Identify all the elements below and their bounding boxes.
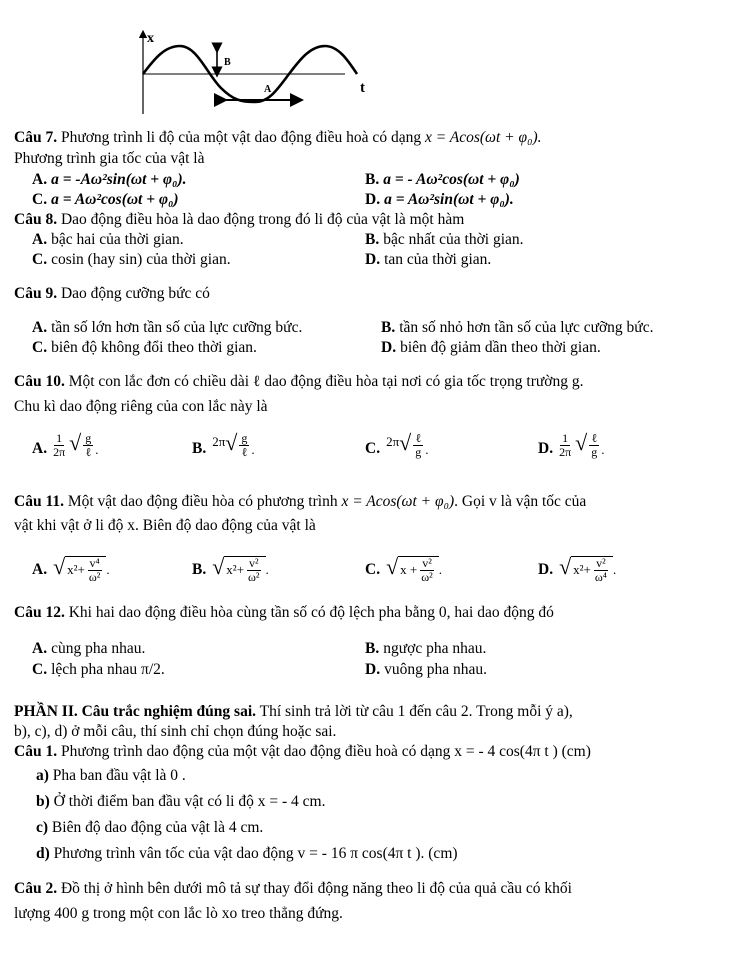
q11-option-d: D. √ x²+ $\frac{\text{v²}}{\text{ω⁴}}$ . — [538, 554, 617, 584]
q12-number: Câu 12. — [14, 604, 65, 621]
q7-option-b: B. a = - Aω²cos(ωt + φ₀) — [365, 171, 520, 188]
q10-stem-line2: Chu kì dao động riêng của con lắc này là — [14, 398, 268, 415]
q12-option-b: B. ngược pha nhau. — [365, 640, 487, 657]
q11-stem-line2: vật khi vật ở li độ x. Biên độ dao động của vật là — [14, 517, 316, 534]
label-b: B — [224, 57, 231, 68]
q8-option-a: A. bậc hai của thời gian. — [32, 231, 184, 248]
q9-option-d: D. biên độ giảm dần theo thời gian. — [381, 339, 601, 356]
q10-option-c: C. 2π √ $\frac{\text{ℓ}}{g}$ . — [365, 430, 429, 459]
q9-number: Câu 9. — [14, 285, 58, 302]
q7-formula: x = Acos(ωt + φ₀). — [424, 129, 542, 146]
axis-x-label: x — [147, 31, 154, 46]
q12-stem: Câu 12. Khi hai dao động điều hòa cùng tần số có độ lệch pha bằng 0, hai dao động đó — [14, 604, 554, 621]
axis-t-label: t — [360, 80, 365, 96]
q9-option-b: B. tần số nhỏ hơn tần số của lực cưỡng bức. — [381, 319, 654, 336]
q7-option-c: C. a = Aω²cos(ωt + φ₀) — [32, 191, 179, 208]
q11-number: Câu 11. — [14, 493, 64, 510]
q8-option-b: B. bậc nhất của thời gian. — [365, 231, 524, 248]
tf1-statement-c: c) Biên độ dao động của vật là 4 cm. — [36, 819, 264, 836]
q9-option-c: C. biên độ không đổi theo thời gian. — [32, 339, 257, 356]
q8-option-c: C. cosin (hay sin) của thời gian. — [32, 251, 231, 268]
tf1-statement-a: a) Pha ban đầu vật là 0 . — [36, 767, 186, 784]
q11-option-c: C. √ x + $\frac{\text{v²}}{\text{ω²}}$ . — [365, 554, 442, 584]
q9-stem: Câu 9. Dao động cưỡng bức có — [14, 285, 210, 302]
q12-option-d: D. vuông pha nhau. — [365, 661, 487, 678]
q10-option-d: D. $\frac{1}{2\pi}$ √ $\frac{\text{ℓ}}{g}$ . — [538, 430, 605, 459]
tf1-number: Câu 1. — [14, 743, 58, 760]
q8-number: Câu 8. — [14, 211, 58, 228]
q7-stem: Câu 7. Phương trình li độ của một vật dao động điều hoà có dạng x = Acos(ωt + φ₀). — [14, 129, 542, 146]
tf1-stem: Câu 1. Phương trình dao động của một vật dao động điều hoà có dạng x = - 4 cos(4π t ) (cm) — [14, 743, 591, 760]
q12-option-a: A. cùng pha nhau. — [32, 640, 146, 657]
q11-option-b: B. √ x²+ $\frac{\text{v²}}{\text{ω²}}$ . — [192, 554, 269, 584]
q11-stem: Câu 11. Một vật dao động điều hòa có phương trình x = Acos(ωt + φ₀). Gọi v là vận tốc của — [14, 493, 587, 510]
tf2-stem-line2: lượng 400 g trong một con lắc lò xo treo thẳng đứng. — [14, 905, 343, 922]
q12-option-c: C. lệch pha nhau π/2. — [32, 661, 165, 678]
q7-option-a: A. a = -Aω²sin(ωt + φ₀). — [32, 171, 187, 188]
label-a: A — [264, 84, 272, 95]
tf2-stem: Câu 2. Đồ thị ở hình bên dưới mô tả sự thay đổi động năng theo li độ của quả cầu có khối — [14, 880, 572, 897]
q7-number: Câu 7. — [14, 129, 58, 146]
part2-heading: PHẦN II. Câu trắc nghiệm đúng sai. Thí sinh trả lời từ câu 1 đến câu 2. Trong mỗi ý a), — [14, 703, 573, 720]
q10-stem: Câu 10. Một con lắc đơn có chiều dài ℓ dao động điều hòa tại nơi có gia tốc trọng trường g. — [14, 373, 584, 390]
wave-figure — [135, 28, 385, 116]
q10-option-b: B. 2π √ $\frac{g}{\text{ℓ}}$ . — [192, 430, 255, 459]
q7-stem-line2: Phương trình gia tốc của vật là — [14, 150, 205, 167]
q8-stem: Câu 8. Dao động điều hòa là dao động trong đó li độ của vật là một hàm — [14, 211, 465, 228]
tf2-number: Câu 2. — [14, 880, 58, 897]
q11-option-a: A. √ x²+ $\frac{\text{v⁴}}{\text{ω²}}$ . — [32, 554, 110, 584]
tf1-statement-b: b) Ở thời điểm ban đầu vật có li độ x = - 4 cm. — [36, 793, 326, 810]
q8-option-d: D. tan của thời gian. — [365, 251, 492, 268]
tf1-statement-d: d) Phương trình vân tốc của vật dao động v = - 16 π cos(4π t ). (cm) — [36, 845, 458, 862]
q10-option-a: A. $\frac{1}{2\pi}$ √ $\frac{g}{\text{ℓ}}$ . — [32, 430, 99, 459]
q9-option-a: A. tần số lớn hơn tần số của lực cưỡng bức. — [32, 319, 303, 336]
q7-option-d: D. a = Aω²sin(ωt + φ₀). — [365, 191, 514, 208]
q10-number: Câu 10. — [14, 373, 65, 390]
part2-heading-line2: b), c), d) ở mỗi câu, thí sinh chỉ chọn đúng hoặc sai. — [14, 723, 337, 740]
